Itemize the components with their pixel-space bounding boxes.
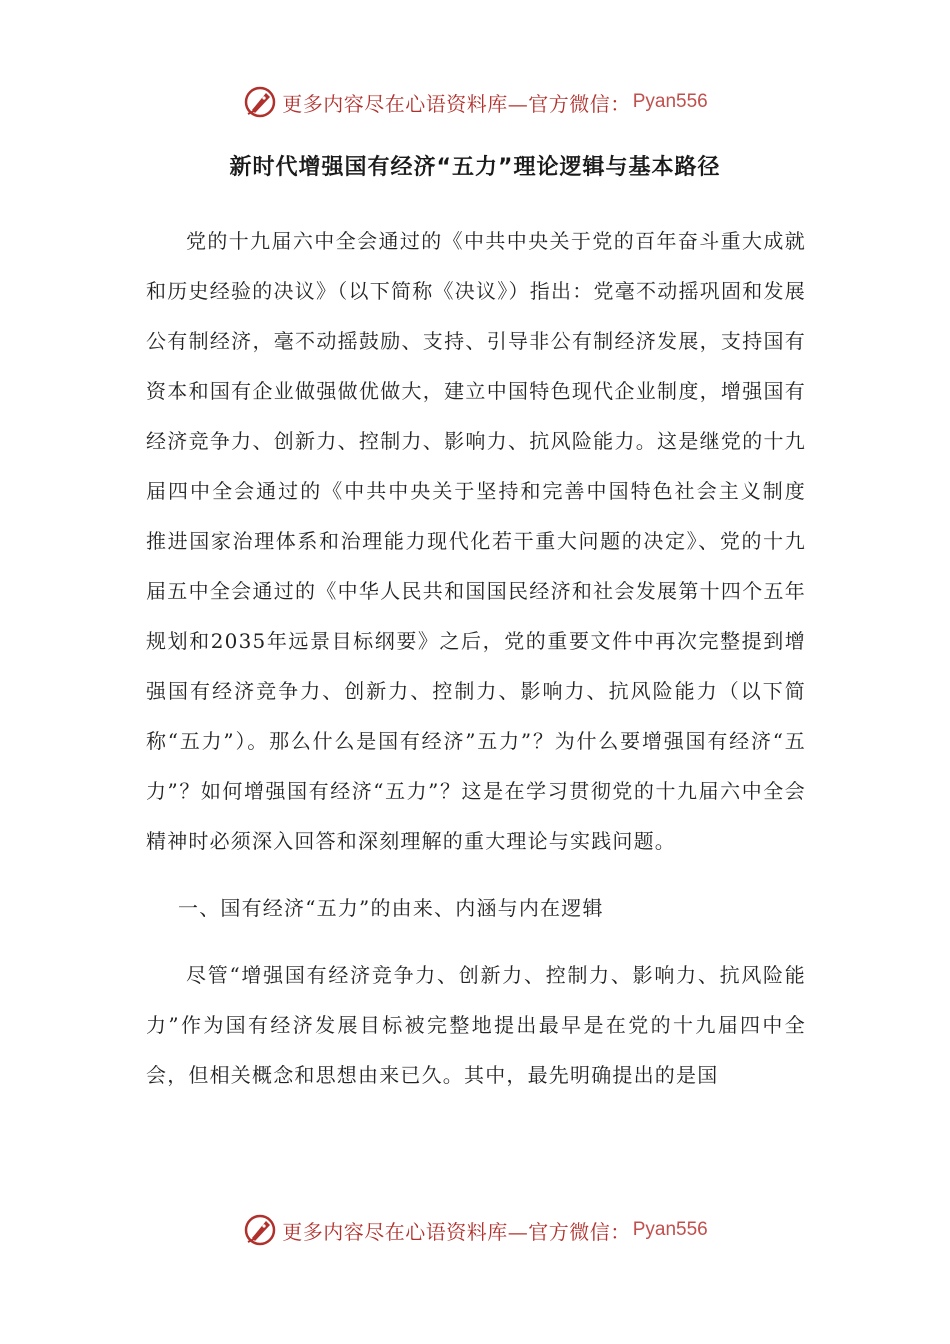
- watermark-text: 更多内容尽在心语资料库—官方微信：: [282, 91, 631, 116]
- section-heading-1: 一、国有经济“五力”的由来、内涵与内在逻辑: [178, 896, 604, 920]
- watermark-banner-top: [0, 82, 950, 122]
- watermark-wechat-id: Pyan556: [632, 1219, 708, 1240]
- watermark-banner-bottom: [0, 1210, 950, 1250]
- document-title: 新时代增强国有经济“五力”理论逻辑与基本路径: [229, 155, 721, 180]
- paragraph-section-1: 尽管“增强国有经济竞争力、创新力、控制力、影响力、抗风险能力”作为国有经济发展目标被完整地提出最早是在党的十九届四中全会，但相关概念和思想由来已久。其中，最先明确提出的是国: [146, 963, 806, 1087]
- pen-nib-logo-icon: [242, 84, 278, 120]
- paragraph-intro: 党的十九届六中全会通过的《中共中央关于党的百年奋斗重大成就和历史经验的决议》（以下简称《决议》）指出：党毫不动摇巩固和发展公有制经济，毫不动摇鼓励、支持、引导非公有制经济发展，支持国有资本和国有企业做强做优做大，建立中国特色现代企业制度，增强国有经济竞争力、创新力、控制力、影响力、抗风险能力。这是继党的十九届四中全会通过的《中共中央关于坚持和完善中国特色社会主义制度 推进国家治理体系和治理能力现代化若干重大问题的决定》、党的十九届五中全会通过的《中华人民共和国国民经济和社会发展第十四个五年规划和2035年远景目标纲要》之后，党的重要文件中再次完整提到增强国有经济竞争力、创新力、控制力、影响力、抗风险能力（以下简称“五力”）。那么什么是国有经济”五力”？为什么要增强国有经济“五力”？如何增强国有经济“五力”？这是在学习贯彻党的十九届六中全会精神时必须深入回答和深刻理解的重大理论与实践问题。: [146, 229, 828, 853]
- pen-nib-logo-icon: [242, 1212, 278, 1248]
- watermark-text: 更多内容尽在心语资料库—官方微信：: [282, 1219, 631, 1244]
- document-body: [146, 216, 828, 1100]
- watermark-wechat-id: Pyan556: [632, 91, 708, 112]
